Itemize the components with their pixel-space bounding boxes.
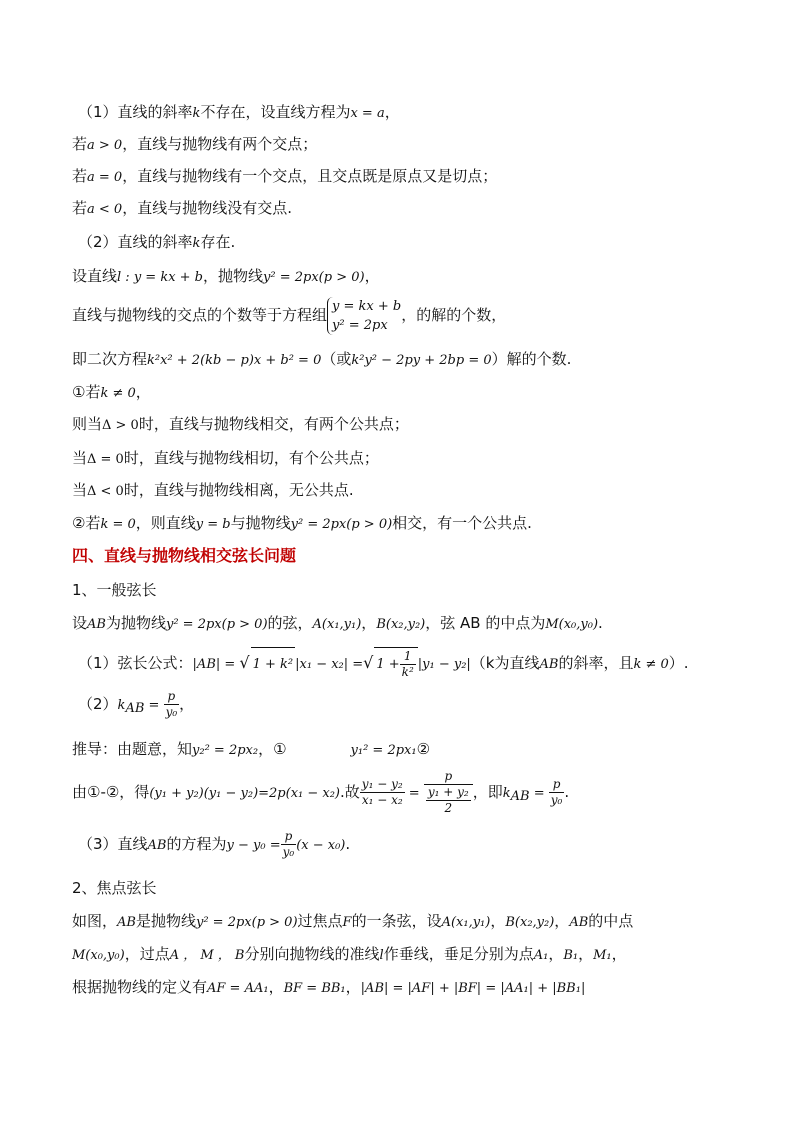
subsection-general-chord: 1、一般弦长 — [72, 581, 157, 599]
text: 不存在，设直线方程为 — [200, 103, 351, 121]
math-radicand: 1 + k² — [251, 647, 296, 682]
numerator: p — [164, 689, 180, 705]
text: ，① — [258, 740, 287, 758]
math-cond: Δ = 0 — [87, 452, 124, 467]
subsection-focal-chord: 2、焦点弦长 — [72, 879, 157, 897]
line-equation-line — [78, 826, 350, 864]
math-product: (y₁ + y₂)(y₁ − y₂)=2p(x₁ − x₂) — [149, 786, 341, 801]
math-parabola: y² = 2px(p > 0) — [290, 517, 393, 532]
math-quadratic: k²x² + 2(kb − p)x + b² = 0 — [147, 353, 322, 368]
text: ，的解的个数， — [401, 306, 507, 324]
text: 时，直线与抛物线相离，无公共点. — [123, 481, 354, 499]
math-eq-3: |AB| = |AF| + |BF| = |AA₁| + |BB₁| — [360, 981, 586, 996]
math-eq-2: BF = BB₁ — [283, 981, 346, 996]
math-cond: a > 0 — [87, 138, 123, 153]
math-parabola: y² = 2px(p > 0) — [165, 617, 268, 632]
math-cond: Δ > 0 — [102, 418, 139, 433]
math-sub-ab: AB — [510, 789, 530, 804]
math-directrix: l — [379, 948, 384, 963]
text: ，直线与抛物线没有交点. — [122, 199, 292, 217]
math-equals: = — [404, 786, 424, 801]
case1-line — [78, 102, 400, 124]
quadratic-line — [72, 349, 571, 371]
text: 过焦点 — [297, 912, 343, 930]
text: 设直线 — [72, 267, 118, 285]
math-lhs: y − y₀ = — [226, 838, 281, 853]
numerator: p — [281, 829, 297, 845]
derivation-line — [72, 739, 430, 761]
text: 直线与抛物线的交点的个数等于方程组 — [72, 306, 328, 324]
text: （1）直线的斜率 — [78, 103, 193, 121]
math-eq: y = b — [195, 517, 231, 532]
text: ①若 — [72, 383, 101, 401]
sqrt-icon: √ — [363, 653, 374, 672]
text: 作垂线，垂足分别为点 — [383, 945, 534, 963]
numerator: y₁ − y₂ — [361, 777, 403, 791]
numerator: p — [549, 777, 565, 793]
math-ab: AB — [539, 657, 559, 672]
math-midpoint: M(x₀,y₀) — [72, 948, 125, 963]
math-ab: AB — [569, 915, 589, 930]
slope-formula-line — [78, 686, 194, 727]
math-cond: k ≠ 0 — [100, 386, 136, 401]
k-zero-line — [72, 513, 532, 535]
denominator: y₀ — [282, 845, 295, 859]
text: 的弦， — [267, 614, 313, 632]
math-rhs: (x − x₀) — [296, 838, 346, 853]
fraction — [424, 769, 473, 816]
text: ）. — [668, 654, 689, 672]
text: 相交，有一个公共点. — [392, 514, 532, 532]
text: ， — [490, 912, 506, 930]
denominator: 2 — [444, 801, 453, 815]
text: （k为直线 — [470, 654, 540, 672]
text: 的中点 — [588, 912, 634, 930]
text: . — [564, 783, 570, 801]
a-negative-line — [72, 198, 292, 220]
section-heading: 四、直线与抛物线相交弦长问题 — [72, 546, 297, 565]
math-k: k — [502, 786, 511, 801]
math-eq-2: y₁² = 2px₁ — [350, 743, 417, 758]
math-foot-b: B₁ — [563, 948, 579, 963]
text: ， — [179, 695, 195, 713]
math-y-diff: |y₁ − y₂| — [417, 657, 471, 672]
system-eq-1: y = kx + b — [332, 298, 402, 314]
fraction — [281, 829, 297, 860]
text: （2）直线的斜率 — [78, 233, 193, 251]
math-focus: F — [342, 915, 352, 930]
math-cond: Δ < 0 — [87, 484, 124, 499]
math-midpoint: M(x₀,y₀) — [545, 617, 599, 632]
math-ab: AB — [87, 617, 106, 632]
math-k: k — [192, 236, 201, 251]
derivation-subtract-line — [72, 764, 569, 825]
text: ， — [345, 978, 361, 996]
math-point-a: A(x₁,y₁) — [312, 617, 362, 632]
math-point-b: B(x₂,y₂) — [376, 617, 426, 632]
text: 若 — [72, 135, 88, 153]
text: （或 — [321, 350, 352, 368]
text: 分别向抛物线的准线 — [244, 945, 380, 963]
math-ab: AB — [117, 915, 136, 930]
text: 是抛物线 — [135, 912, 196, 930]
text: 存在. — [200, 233, 236, 251]
fraction — [360, 777, 405, 808]
math-cond: a < 0 — [87, 202, 123, 217]
math-eq: x = a — [350, 106, 385, 121]
text: （2） — [78, 695, 118, 713]
text: ，直线与抛物线有一个交点，且交点既是原点又是切点； — [122, 167, 498, 185]
line-def-line — [72, 266, 380, 288]
text: 如图， — [72, 912, 118, 930]
text: 的方程为 — [166, 835, 227, 853]
numerator: y₁ + y₂ — [427, 785, 469, 799]
text: 时，直线与抛物线相交，有两个公共点； — [138, 415, 409, 433]
text: 若 — [72, 199, 88, 217]
focal-chord-line-2 — [72, 944, 627, 966]
text: （1）弦长公式： — [78, 654, 193, 672]
numerator: 1 — [400, 649, 416, 665]
delta-zero-line — [72, 448, 379, 470]
math-equals: = — [529, 786, 549, 801]
math-point-b: B(x₂,y₂) — [505, 915, 555, 930]
chord-setup-line — [72, 613, 603, 635]
text: ，弦 AB 的中点为 — [425, 614, 546, 632]
math-quadratic-2: k²y² − 2py + 2bp = 0 — [351, 353, 492, 368]
math-sub-ab: AB — [125, 701, 145, 716]
nested-fraction — [426, 785, 471, 816]
denominator: x₁ − x₂ — [361, 793, 403, 807]
text: ， — [268, 978, 284, 996]
text: ，则直线 — [135, 514, 196, 532]
text: ， — [384, 103, 400, 121]
denominator: y₀ — [550, 793, 563, 807]
math-cond: k ≠ 0 — [633, 657, 669, 672]
math-parabola: y² = 2px(p > 0) — [263, 270, 365, 285]
text: 推导：由题意，知 — [72, 740, 193, 758]
chord-length-formula-line — [78, 646, 689, 682]
denominator: y₀ — [165, 705, 178, 719]
text: ，直线与抛物线有两个交点； — [122, 135, 318, 153]
fraction — [400, 649, 416, 680]
equation-system — [327, 297, 401, 335]
text: 当 — [72, 449, 88, 467]
math-points: A ， M ， B — [169, 948, 245, 963]
text: 当 — [72, 481, 88, 499]
text: .故 — [340, 783, 360, 801]
text: 设 — [72, 614, 88, 632]
focal-chord-line-1 — [72, 911, 633, 933]
math-one: 1 + — [376, 657, 400, 672]
focal-chord-line-3 — [72, 977, 585, 999]
system-line — [72, 295, 506, 335]
text: 根据抛物线的定义有 — [72, 978, 208, 996]
math-cond: k = 0 — [100, 517, 136, 532]
math-eq-1: AF = AA₁ — [207, 981, 269, 996]
math-foot-a: A₁ — [533, 948, 549, 963]
text: ，过点 — [124, 945, 170, 963]
math-radicand-frac — [374, 647, 417, 682]
text: 的一条弦，设 — [351, 912, 442, 930]
text: ， — [361, 614, 377, 632]
denominator — [424, 785, 473, 816]
math-k: k — [192, 106, 201, 121]
text: 的斜率，且 — [558, 654, 634, 672]
math-x-diff: |x₁ − x₂| = — [295, 657, 364, 672]
math-cond: a = 0 — [87, 170, 123, 185]
text: . — [598, 614, 603, 632]
denominator: k² — [401, 665, 414, 679]
math-eq-1: y₂² = 2px₂ — [192, 743, 259, 758]
text: ， — [135, 383, 151, 401]
numerator: p — [424, 769, 473, 785]
text: 由①-②，得 — [72, 783, 150, 801]
text: ，即 — [472, 783, 503, 801]
math-line-eq: l : y = kx + b — [117, 270, 204, 285]
a-positive-line — [72, 134, 317, 156]
fraction — [164, 689, 180, 720]
case2-line — [78, 232, 235, 254]
fraction — [549, 777, 565, 808]
system-eq-2: y² = 2px — [332, 317, 388, 333]
math-parabola: y² = 2px(p > 0) — [195, 915, 298, 930]
text: ）解的个数. — [491, 350, 572, 368]
a-zero-line — [72, 166, 497, 188]
text: 为抛物线 — [105, 614, 166, 632]
math-ab: AB — [147, 838, 167, 853]
text: ， — [548, 945, 564, 963]
math-k: k — [117, 698, 126, 713]
text: 与抛物线 — [230, 514, 291, 532]
text: ， — [364, 267, 380, 285]
delta-negative-line — [72, 480, 354, 502]
math-foot-m: M₁ — [593, 948, 612, 963]
text: 时，直线与抛物线相切，有个公共点； — [123, 449, 379, 467]
text: ，抛物线 — [203, 267, 264, 285]
text: 则当 — [72, 415, 103, 433]
sqrt-icon: √ — [239, 653, 250, 672]
text: 即二次方程 — [72, 350, 148, 368]
text: ②若 — [72, 514, 101, 532]
math-ab-abs: |AB| = — [192, 657, 240, 672]
text: . — [345, 835, 351, 853]
text: ， — [611, 945, 627, 963]
text: ② — [416, 740, 431, 758]
math-point-a: A(x₁,y₁) — [441, 915, 491, 930]
k-nonzero-line — [72, 382, 151, 404]
delta-positive-line — [72, 414, 409, 436]
text: 若 — [72, 167, 88, 185]
math-equals: = — [144, 698, 164, 713]
text: ， — [554, 912, 570, 930]
text: （3）直线 — [78, 835, 148, 853]
text: ， — [578, 945, 594, 963]
